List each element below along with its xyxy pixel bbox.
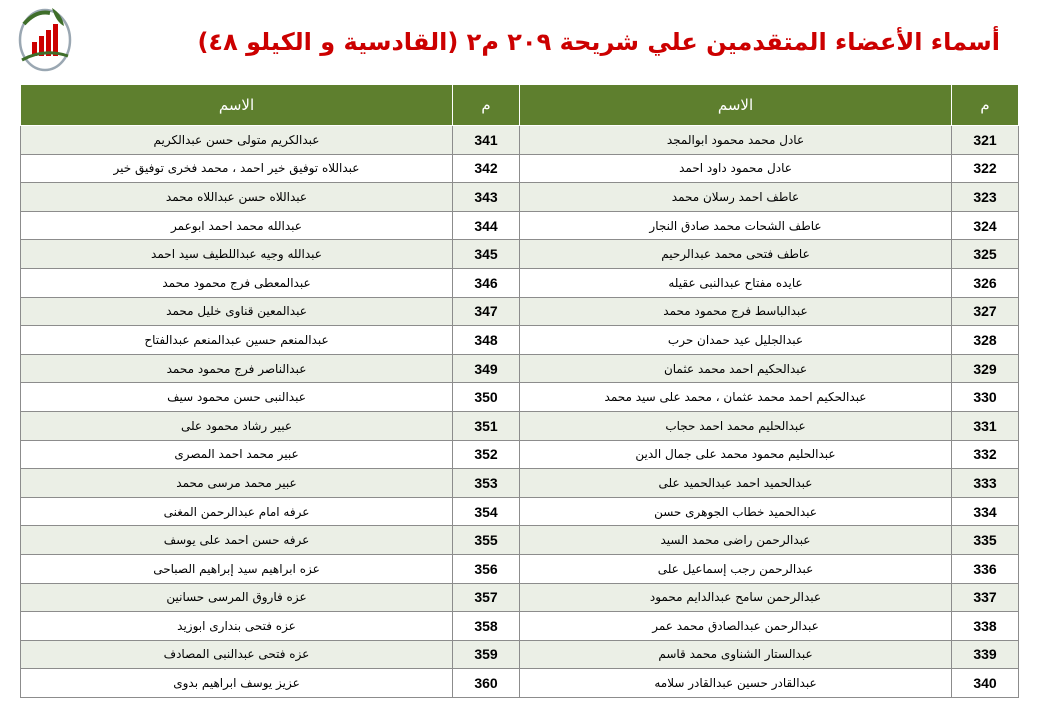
row-number: 347 [453, 297, 520, 326]
member-name: عبدالقادر حسين عبدالقادر سلامه [520, 669, 952, 698]
member-name: عزه فاروق المرسى حسانين [21, 583, 453, 612]
table-row [21, 554, 1019, 583]
member-name: عبدالكريم متولى حسن عبدالكريم [21, 126, 453, 155]
member-name: عبدالحميد احمد عبدالحميد على [520, 469, 952, 498]
member-name: عبداللاه حسن عبداللاه محمد [21, 183, 453, 212]
row-number: 325 [952, 240, 1019, 269]
member-name: عبدالحكيم احمد محمد عثمان ، محمد على سيد محمد [520, 383, 952, 412]
table-row [21, 383, 1019, 412]
row-number: 334 [952, 497, 1019, 526]
member-name: عايده مفتاح عبدالنبى عقيله [520, 268, 952, 297]
table-header-row [21, 85, 1019, 126]
row-number: 342 [453, 154, 520, 183]
row-number: 358 [453, 612, 520, 641]
member-name: عبدالناصر فرج محمود محمد [21, 354, 453, 383]
row-number: 324 [952, 211, 1019, 240]
table-row [21, 154, 1019, 183]
row-number: 335 [952, 526, 1019, 555]
member-name: عبدالجليل عيد حمدان حرب [520, 326, 952, 355]
member-name: عبير محمد مرسى محمد [21, 469, 453, 498]
member-name: عادل محمد محمود ابوالمجد [520, 126, 952, 155]
row-number: 322 [952, 154, 1019, 183]
row-number: 330 [952, 383, 1019, 412]
member-name: عبداللاه توفيق خير احمد ، محمد فخرى توفيق خير [21, 154, 453, 183]
column-header-name: الاسم [21, 85, 453, 126]
table-row [21, 612, 1019, 641]
row-number: 354 [453, 497, 520, 526]
table-row [21, 497, 1019, 526]
row-number: 346 [453, 268, 520, 297]
member-name: عرفه امام عبدالرحمن المغنى [21, 497, 453, 526]
member-name: عاطف فتحى محمد عبدالرحيم [520, 240, 952, 269]
table-body [21, 126, 1019, 698]
table-row [21, 440, 1019, 469]
row-number: 357 [453, 583, 520, 612]
row-number: 349 [453, 354, 520, 383]
row-number: 339 [952, 640, 1019, 669]
member-name: عادل محمود داود احمد [520, 154, 952, 183]
row-number: 355 [453, 526, 520, 555]
table-row [21, 640, 1019, 669]
member-name: عبدالحميد خطاب الجوهرى حسن [520, 497, 952, 526]
row-number: 351 [453, 411, 520, 440]
row-number: 356 [453, 554, 520, 583]
row-number: 327 [952, 297, 1019, 326]
member-name: عزه ابراهيم سيد إبراهيم الصباحى [21, 554, 453, 583]
row-number: 348 [453, 326, 520, 355]
members-table [20, 84, 1019, 698]
table-row [21, 126, 1019, 155]
table-row [21, 240, 1019, 269]
row-number: 350 [453, 383, 520, 412]
column-header-number: م [952, 85, 1019, 126]
member-name: عزه فتحى بندارى ابوزيد [21, 612, 453, 641]
member-name: عبير رشاد محمود على [21, 411, 453, 440]
column-header-number: م [453, 85, 520, 126]
row-number: 340 [952, 669, 1019, 698]
member-name: عبدالله وجيه عبداللطيف سيد احمد [21, 240, 453, 269]
row-number: 345 [453, 240, 520, 269]
column-header-name: الاسم [520, 85, 952, 126]
page-header [0, 0, 1040, 82]
page-title: أسماء الأعضاء المتقدمين علي شريحة ٢٠٩ م٢ (القادسية و الكيلو ٤٨) [197, 28, 1000, 56]
row-number: 360 [453, 669, 520, 698]
row-number: 336 [952, 554, 1019, 583]
member-name: عبدالستار الشناوى محمد قاسم [520, 640, 952, 669]
row-number: 343 [453, 183, 520, 212]
member-name: عبدالمنعم حسين عبدالمنعم عبدالفتاح [21, 326, 453, 355]
row-number: 329 [952, 354, 1019, 383]
table-row [21, 354, 1019, 383]
table-row [21, 297, 1019, 326]
row-number: 323 [952, 183, 1019, 212]
member-name: عبدالله محمد احمد ابوعمر [21, 211, 453, 240]
member-name: عبدالنبى حسن محمود سيف [21, 383, 453, 412]
member-name: عبدالرحمن عبدالصادق محمد عمر [520, 612, 952, 641]
table-row [21, 183, 1019, 212]
row-number: 332 [952, 440, 1019, 469]
row-number: 326 [952, 268, 1019, 297]
table-row [21, 211, 1019, 240]
member-name: عرفه حسن احمد على يوسف [21, 526, 453, 555]
row-number: 341 [453, 126, 520, 155]
table-row [21, 526, 1019, 555]
row-number: 353 [453, 469, 520, 498]
row-number: 359 [453, 640, 520, 669]
member-name: عاطف احمد رسلان محمد [520, 183, 952, 212]
row-number: 331 [952, 411, 1019, 440]
table-row [21, 326, 1019, 355]
table-row [21, 469, 1019, 498]
member-name: عاطف الشحات محمد صادق النجار [520, 211, 952, 240]
row-number: 344 [453, 211, 520, 240]
member-name: عبدالرحمن سامح عبدالدايم محمود [520, 583, 952, 612]
table-row [21, 583, 1019, 612]
member-name: عبدالرحمن راضى محمد السيد [520, 526, 952, 555]
member-name: عبدالرحمن رجب إسماعيل على [520, 554, 952, 583]
member-name: عبدالحليم محمود محمد على جمال الدين [520, 440, 952, 469]
member-name: عبير محمد احمد المصرى [21, 440, 453, 469]
member-name: عبدالحكيم احمد محمد عثمان [520, 354, 952, 383]
table-row [21, 669, 1019, 698]
member-name: عبدالمعين قناوى خليل محمد [21, 297, 453, 326]
row-number: 328 [952, 326, 1019, 355]
row-number: 338 [952, 612, 1019, 641]
member-name: عبدالحليم محمد احمد حجاب [520, 411, 952, 440]
table-row [21, 411, 1019, 440]
organization-logo-icon [14, 4, 74, 76]
member-name: عزه فتحى عبدالنبى المصادف [21, 640, 453, 669]
member-name: عزيز يوسف ابراهيم بدوى [21, 669, 453, 698]
row-number: 333 [952, 469, 1019, 498]
row-number: 352 [453, 440, 520, 469]
row-number: 337 [952, 583, 1019, 612]
member-name: عبدالمعطى فرج محمود محمد [21, 268, 453, 297]
row-number: 321 [952, 126, 1019, 155]
member-name: عبدالباسط فرج محمود محمد [520, 297, 952, 326]
table-row [21, 268, 1019, 297]
